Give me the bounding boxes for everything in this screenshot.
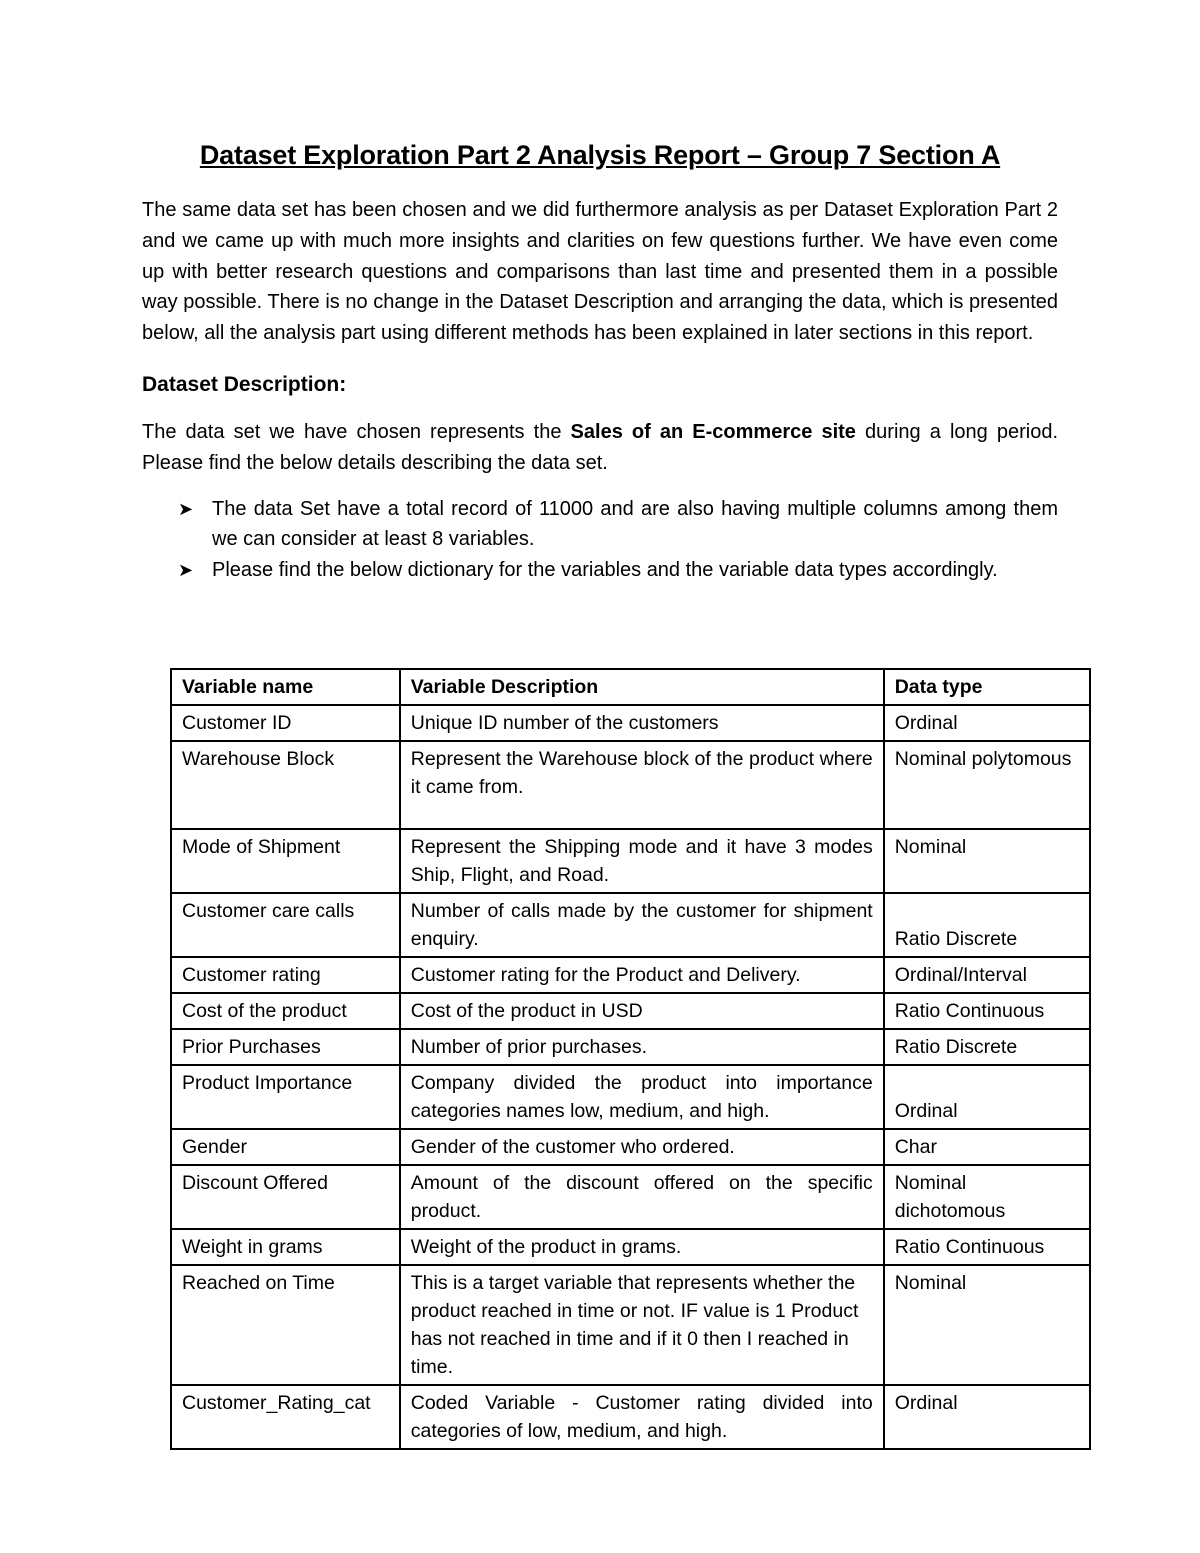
table-row xyxy=(171,741,1090,829)
cell-description: Customer rating for the Product and Delivery. xyxy=(400,957,884,993)
cell-variable-name: Product Importance xyxy=(171,1065,400,1129)
description-text-after: during a long period. Please find the below details describing the data set. xyxy=(142,420,1058,474)
table-row xyxy=(171,1065,1090,1129)
cell-data-type: Ordinal xyxy=(884,1065,1090,1129)
table-row xyxy=(171,705,1090,741)
table-header-row xyxy=(171,669,1090,705)
header-data-type: Data type xyxy=(884,669,1090,705)
cell-variable-name: Customer rating xyxy=(171,957,400,993)
cell-data-type: Nominal dichotomous xyxy=(884,1165,1090,1229)
cell-data-type: Ordinal xyxy=(884,1385,1090,1449)
cell-variable-name: Reached on Time xyxy=(171,1265,400,1385)
cell-variable-name: Customer care calls xyxy=(171,893,400,957)
cell-description: Coded Variable - Customer rating divided into categories of low, medium, and high. xyxy=(400,1385,884,1449)
cell-variable-name: Mode of Shipment xyxy=(171,829,400,893)
cell-description: Represent the Warehouse block of the product where it came from. xyxy=(400,741,884,829)
document-page xyxy=(142,140,1058,586)
cell-description: Represent the Shipping mode and it have 3 modes Ship, Flight, and Road. xyxy=(400,829,884,893)
cell-data-type: Ordinal xyxy=(884,705,1090,741)
table-row xyxy=(171,1229,1090,1265)
arrow-bullet-icon: ➤ xyxy=(178,498,194,519)
table-row xyxy=(171,1385,1090,1449)
cell-description: Number of prior purchases. xyxy=(400,1029,884,1065)
cell-description: Amount of the discount offered on the specific product. xyxy=(400,1165,884,1229)
section-heading: Dataset Description: xyxy=(142,372,347,396)
header-variable-name: Variable name xyxy=(171,669,400,705)
cell-description: Gender of the customer who ordered. xyxy=(400,1129,884,1165)
cell-variable-name: Cost of the product xyxy=(171,993,400,1029)
variable-dictionary-table xyxy=(170,668,1091,1450)
bullet-list xyxy=(142,494,1058,586)
cell-description: This is a target variable that represents whether the product reached in time or not. IF value is 1 Product has not reached in time and if it 0 then I reached in time. xyxy=(400,1265,884,1385)
bullet-item xyxy=(142,494,1058,556)
cell-variable-name: Prior Purchases xyxy=(171,1029,400,1065)
report-title: Dataset Exploration Part 2 Analysis Report – Group 7 Section A xyxy=(199,140,1001,170)
cell-data-type: Ratio Discrete xyxy=(884,893,1090,957)
cell-variable-name: Customer ID xyxy=(171,705,400,741)
cell-variable-name: Warehouse Block xyxy=(171,741,400,829)
table-row xyxy=(171,1165,1090,1229)
description-text-before: The data set we have chosen represents the xyxy=(142,420,571,443)
header-variable-description: Variable Description xyxy=(400,669,884,705)
cell-variable-name: Customer_Rating_cat xyxy=(171,1385,400,1449)
bullet-text: The data Set have a total record of 11000 and are also having multiple columns among them we can consider at least 8 variables. xyxy=(212,497,1058,551)
cell-description: Number of calls made by the customer for shipment enquiry. xyxy=(400,893,884,957)
table-row xyxy=(171,1129,1090,1165)
cell-variable-name: Gender xyxy=(171,1129,400,1165)
table-row xyxy=(171,957,1090,993)
cell-data-type: Ratio Continuous xyxy=(884,993,1090,1029)
cell-variable-name: Weight in grams xyxy=(171,1229,400,1265)
description-bold-text: Sales of an E-commerce site xyxy=(570,420,856,443)
table-row xyxy=(171,1265,1090,1385)
cell-data-type: Nominal xyxy=(884,829,1090,893)
intro-paragraph: The same data set has been chosen and we did furthermore analysis as per Dataset Exploration Part 2 and we came up with much more insights and clarities on few questions further. We have even come up with better research questions and comparisons than last time and presented them in a possible way possible. There is no change in the Dataset Description and arranging the data, which is presented below, all the analysis part using different methods has been explained in later sections in this report. xyxy=(142,199,1058,345)
cell-data-type: Ratio Continuous xyxy=(884,1229,1090,1265)
table-row xyxy=(171,1029,1090,1065)
cell-data-type: Nominal polytomous xyxy=(884,741,1090,829)
table-row xyxy=(171,993,1090,1029)
bullet-text: Please find the below dictionary for the variables and the variable data types accordingly. xyxy=(212,559,998,582)
cell-variable-name: Discount Offered xyxy=(171,1165,400,1229)
cell-data-type: Ordinal/Interval xyxy=(884,957,1090,993)
cell-description: Weight of the product in grams. xyxy=(400,1229,884,1265)
bullet-item xyxy=(142,555,1058,586)
cell-data-type: Char xyxy=(884,1129,1090,1165)
arrow-bullet-icon: ➤ xyxy=(178,560,194,581)
table-row xyxy=(171,829,1090,893)
cell-description: Unique ID number of the customers xyxy=(400,705,884,741)
cell-data-type: Nominal xyxy=(884,1265,1090,1385)
cell-data-type: Ratio Discrete xyxy=(884,1029,1090,1065)
table-row xyxy=(171,893,1090,957)
description-paragraph xyxy=(142,417,1058,479)
cell-description: Company divided the product into importance categories names low, medium, and high. xyxy=(400,1065,884,1129)
cell-description: Cost of the product in USD xyxy=(400,993,884,1029)
